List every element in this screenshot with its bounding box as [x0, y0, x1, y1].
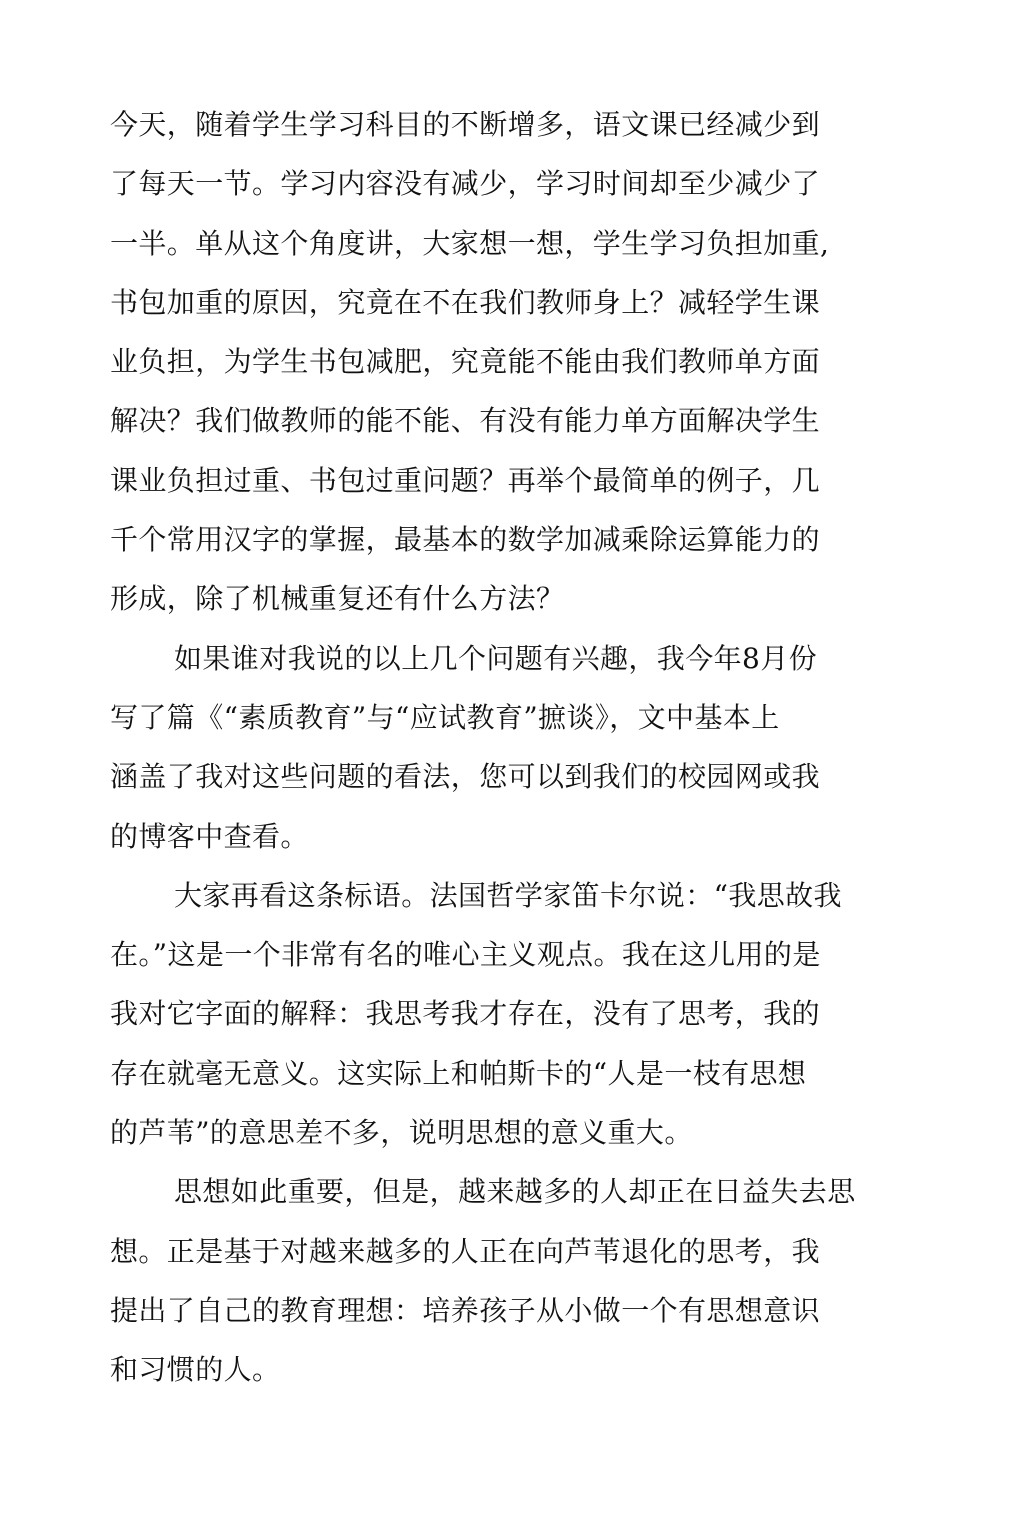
- text-line: 千个常用汉字的掌握，最基本的数学加减乘除运算能力的: [110, 523, 821, 557]
- text-line: 业负担，为学生书包减肥，究竟能不能由我们教师单方面: [110, 345, 821, 379]
- text-line: 了每天一节。学习内容没有减少，学习时间却至少减少了: [110, 167, 821, 201]
- text-line: 的博客中查看。: [110, 819, 309, 853]
- text-line: 今天，随着学生学习科目的不断增多，语文课已经减少到: [110, 108, 821, 141]
- text-line: 书包加重的原因，究竟在不在我们教师身上？减轻学生课: [110, 285, 821, 319]
- text-line: 想。正是基于对越来越多的人正在向芦苇退化的思考，我: [110, 1234, 821, 1268]
- text-line: 一半。单从这个角度讲，大家想一想，学生学习负担加重,: [110, 226, 830, 260]
- text-line: 写了篇《“素质教育”与“应试教育”摭谈》，文中基本上: [110, 700, 780, 734]
- document-body: [110, 95, 900, 1400]
- text-line: 我对它字面的解释：我思考我才存在，没有了思考，我的: [110, 997, 821, 1031]
- text-line: 如果谁对我说的以上几个问题有兴趣，我今年8月份: [174, 641, 818, 675]
- text-line: 解决？我们做教师的能不能、有没有能力单方面解决学生: [110, 404, 821, 438]
- paragraph-2: [110, 629, 900, 866]
- text-line: 课业负担过重、书包过重问题？再举个最简单的例子，几: [110, 463, 821, 497]
- text-line: 和习惯的人。: [110, 1353, 281, 1387]
- text-line: 思想如此重要，但是，越来越多的人却正在日益失去思: [174, 1175, 856, 1209]
- text-line: 大家再看这条标语。法国哲学家笛卡尔说：“我思故我: [174, 878, 842, 912]
- paragraph-3: [110, 866, 900, 1162]
- text-line: 形成，除了机械重复还有什么方法？: [110, 582, 565, 616]
- text-line: 的芦苇”的意思差不多，说明思想的意义重大。: [110, 1116, 693, 1150]
- text-line: 提出了自己的教育理想：培养孩子从小做一个有思想意识: [110, 1293, 821, 1327]
- text-line: 在。”这是一个非常有名的唯心主义观点。我在这儿用的是: [110, 938, 821, 972]
- text-line: 存在就毫无意义。这实际上和帕斯卡的“人是一枝有思想: [110, 1056, 807, 1090]
- paragraph-4: [110, 1162, 900, 1399]
- text-line: 涵盖了我对这些问题的看法，您可以到我们的校园网或我: [110, 760, 821, 794]
- paragraph-1: [110, 95, 900, 629]
